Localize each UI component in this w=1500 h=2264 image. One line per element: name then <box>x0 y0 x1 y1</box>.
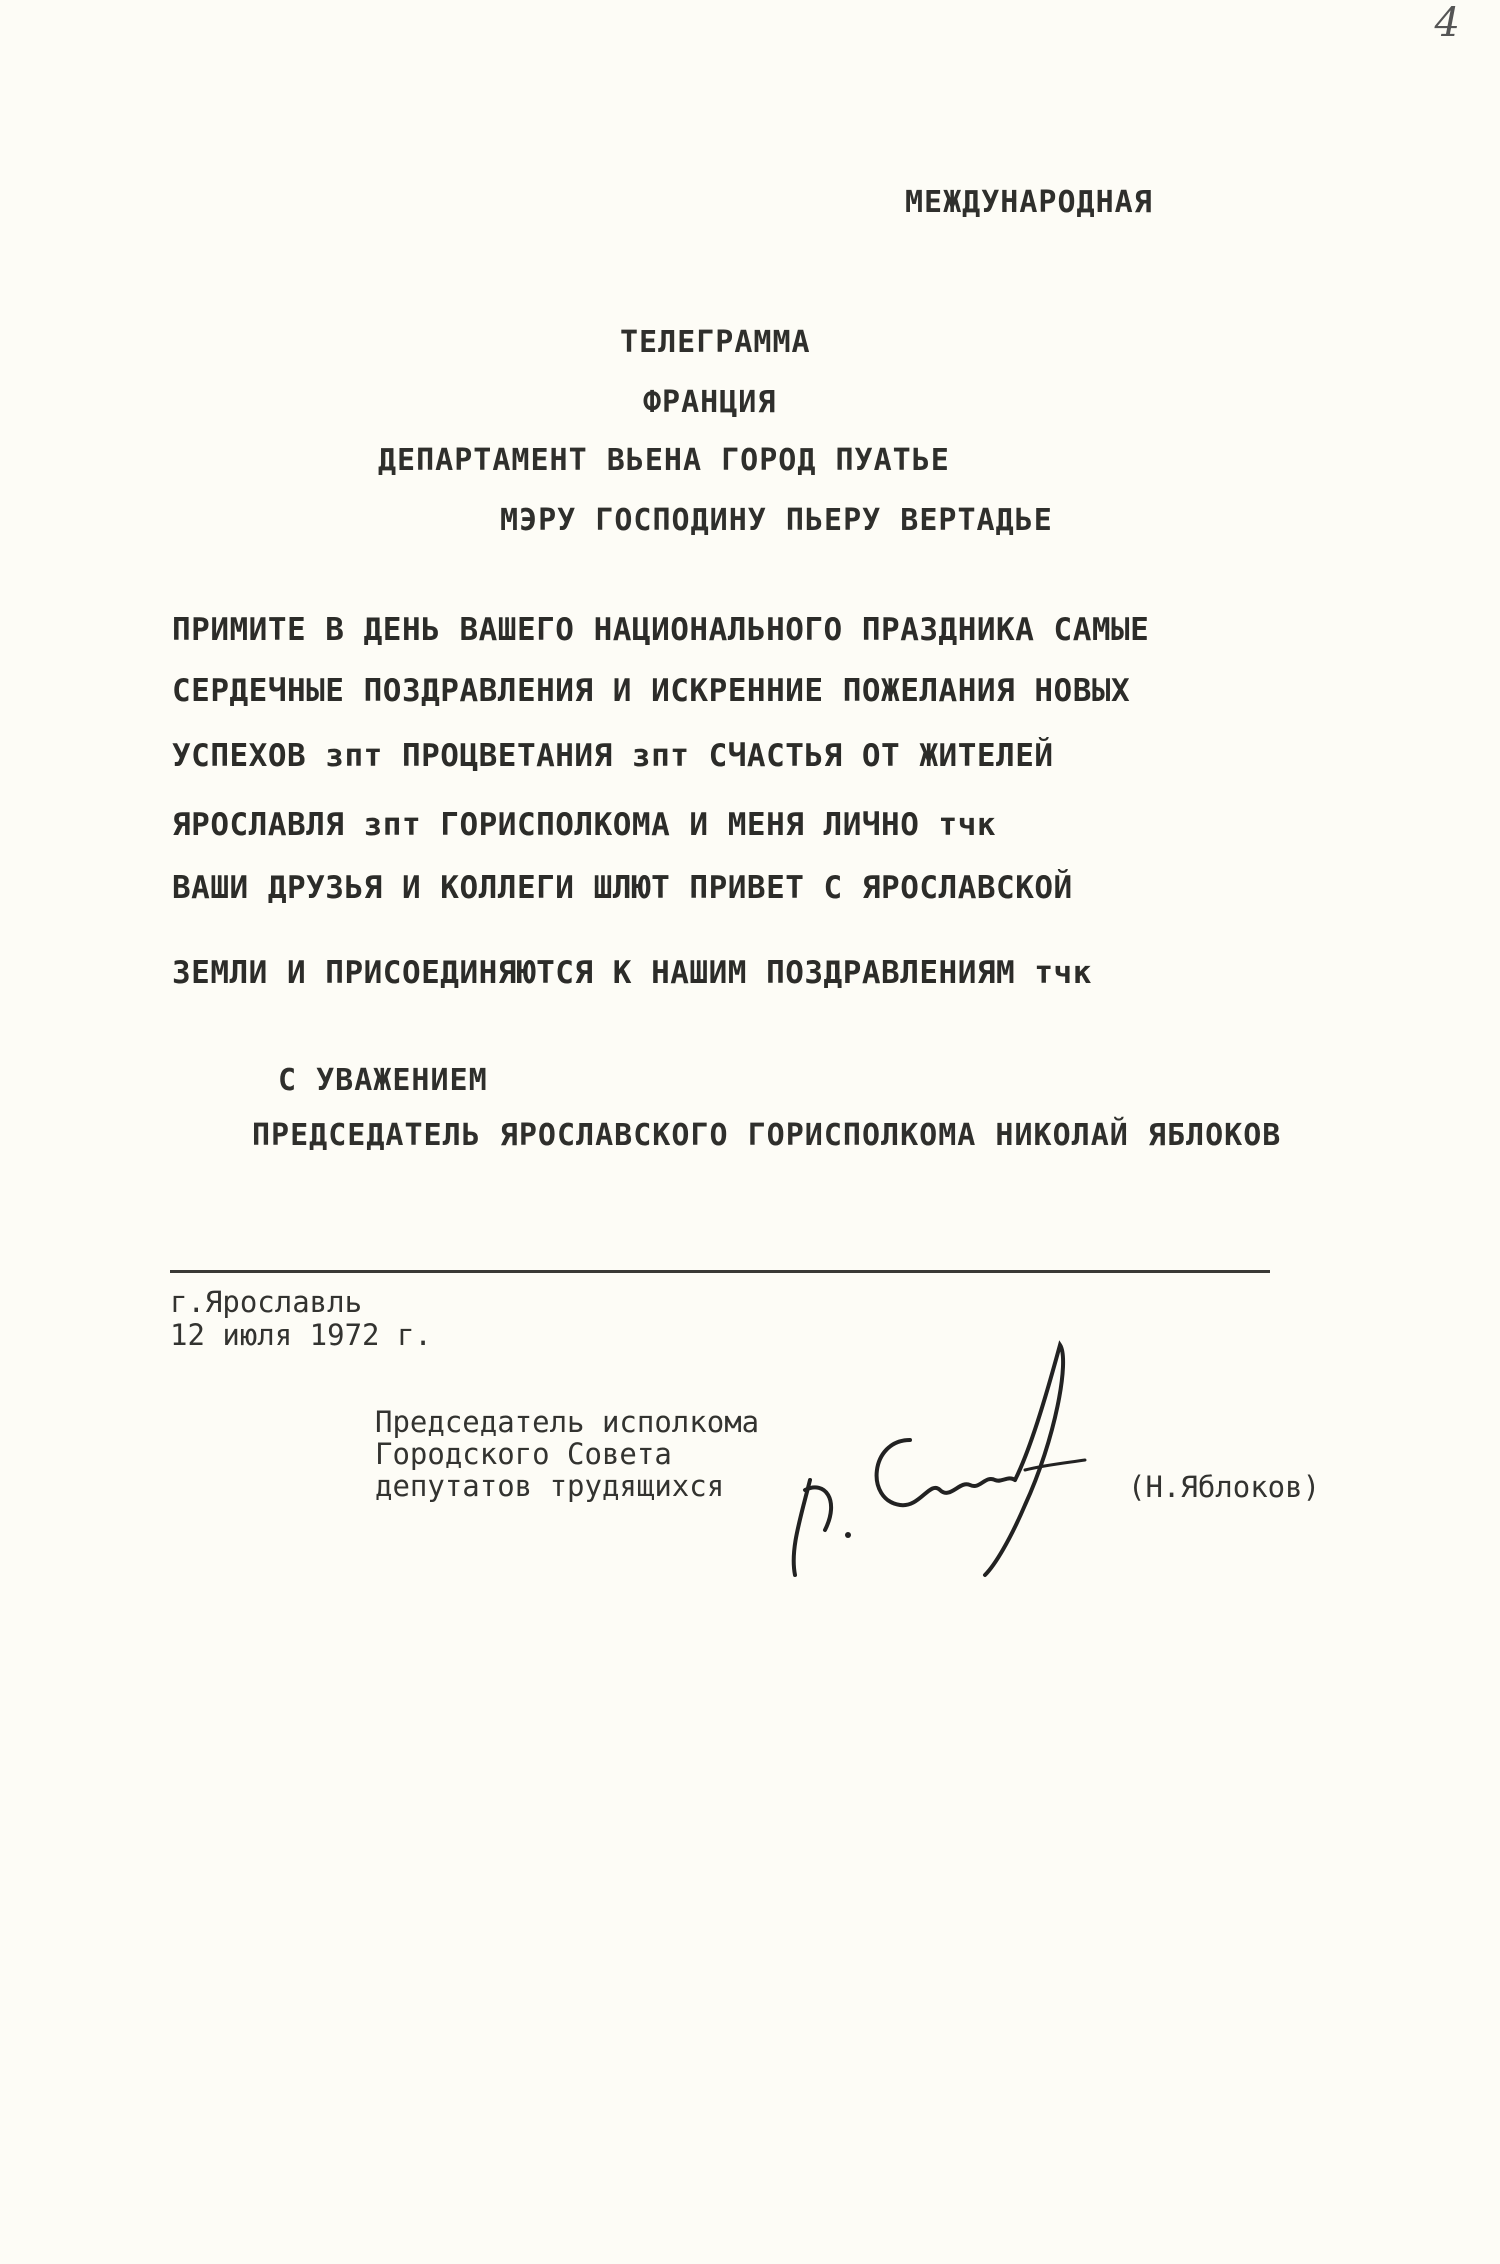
recipient-country: ФРАНЦИЯ <box>643 385 777 420</box>
message-line: ЯРОСЛАВЛЯ зпт ГОРИСПОЛКОМА И МЕНЯ ЛИЧНО тчк <box>172 807 997 843</box>
message-line: УСПЕХОВ зпт ПРОЦВЕТАНИЯ зпт СЧАСТЬЯ ОТ ЖИТЕЛЕЙ <box>172 738 1054 774</box>
place-of-sending: г.Ярославль <box>170 1285 363 1319</box>
telegram-category: МЕЖДУНАРОДНАЯ <box>905 185 1153 220</box>
message-line: ЗЕМЛИ И ПРИСОЕДИНЯЮТСЯ К НАШИМ ПОЗДРАВЛЕНИЯМ тчк <box>172 955 1092 991</box>
signer-position-line-2: Городского Совета <box>375 1437 672 1471</box>
message-line: СЕРДЕЧНЫЕ ПОЗДРАВЛЕНИЯ И ИСКРЕННИЕ ПОЖЕЛАНИЯ НОВЫХ <box>172 673 1131 709</box>
closing-regards: С УВАЖЕНИЕМ <box>278 1063 488 1098</box>
separator-line <box>170 1270 1270 1273</box>
signer-position-line-3: депутатов трудящихся <box>375 1469 725 1503</box>
telegram-type: ТЕЛЕГРАММА <box>620 325 811 360</box>
handwritten-signature <box>770 1330 1100 1590</box>
page-number: 4 <box>1434 0 1460 46</box>
message-line: ВАШИ ДРУЗЬЯ И КОЛЛЕГИ ШЛЮТ ПРИВЕТ С ЯРОСЛАВСКОЙ <box>172 870 1073 906</box>
closing-signatory: ПРЕДСЕДАТЕЛЬ ЯРОСЛАВСКОГО ГОРИСПОЛКОМА НИКОЛАЙ ЯБЛОКОВ <box>252 1118 1282 1153</box>
bleed-through-text <box>300 300 316 330</box>
signer-position-line-1: Председатель исполкома <box>375 1405 760 1439</box>
recipient-address-line-2: МЭРУ ГОСПОДИНУ ПЬЕРУ ВЕРТАДЬЕ <box>500 503 1053 538</box>
recipient-address-line-1: ДЕПАРТАМЕНТ ВЬЕНА ГОРОД ПУАТЬЕ <box>378 443 950 478</box>
message-line: ПРИМИТЕ В ДЕНЬ ВАШЕГО НАЦИОНАЛЬНОГО ПРАЗДНИКА САМЫЕ <box>172 612 1150 648</box>
date-of-sending: 12 июля 1972 г. <box>170 1318 432 1352</box>
signer-name: (Н.Яблоков) <box>1128 1470 1321 1504</box>
